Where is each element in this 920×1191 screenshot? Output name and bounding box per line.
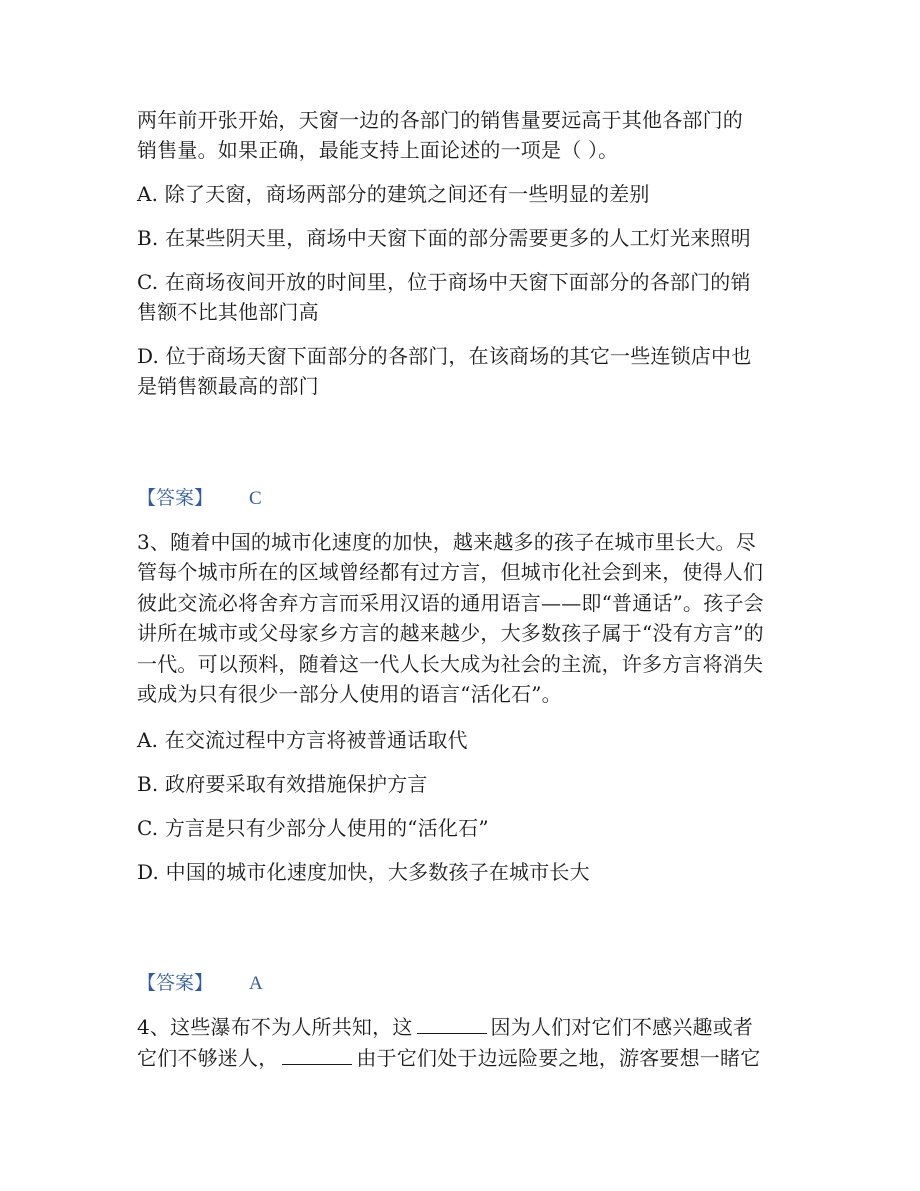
q3-stem-line-3: 彼此交流必将舍弃方言而采用汉语的通用语言——即“普通话”。孩子会	[137, 591, 764, 615]
answer-label: 【答案】	[137, 487, 214, 509]
q3-stem-line-4: 讲所在城市或父母家乡方言的越来越少，大多数孩子属于“没有方言”的	[137, 621, 764, 645]
q4-stem-line-2-part-b: 由于它们处于边远险要之地，游客要想一睹它	[356, 1046, 761, 1070]
q2-option-d-line-2: 是销售额最高的部门	[137, 374, 319, 398]
q2-option-c-line-1: C. 在商场夜间开放的时间里，位于商场中天窗下面部分的各部门的销	[137, 270, 751, 294]
q3-stem-line-2: 管每个城市所在的区域曾经都有过方言，但城市化社会到来，使得人们	[137, 560, 764, 584]
fill-blank-1	[417, 1015, 487, 1034]
q2-answer	[137, 486, 262, 511]
q3-answer	[137, 971, 263, 996]
q4-stem-line-2-part-a: 它们不够迷人，	[137, 1046, 279, 1070]
q4-stem-line-1-part-a: 4、这些瀑布不为人所共知，这	[137, 1015, 413, 1039]
q2-option-c-line-2: 售额不比其他部门高	[137, 300, 319, 324]
q3-option-d: D. 中国的城市化速度加快，大多数孩子在城市长大	[137, 860, 590, 884]
q3-option-c: C. 方言是只有少部分人使用的“活化石”	[137, 816, 489, 840]
answer-value: C	[249, 488, 262, 509]
q4-stem-line-2	[137, 1046, 760, 1070]
fill-blank-2	[282, 1046, 352, 1065]
q3-option-b: B. 政府要采取有效措施保护方言	[137, 772, 428, 796]
answer-value: A	[249, 973, 263, 994]
q3-stem-line-6: 或成为只有很少一部分人使用的语言“活化石”。	[137, 682, 562, 706]
q2-option-b: B. 在某些阴天里，商场中天窗下面的部分需要更多的人工灯光来照明	[137, 226, 751, 250]
q4-stem-line-1-part-b: 因为人们对它们不感兴趣或者	[490, 1015, 754, 1039]
q3-stem-line-1: 3、随着中国的城市化速度的加快，越来越多的孩子在城市里长大。尽	[137, 530, 756, 554]
q3-option-a: A. 在交流过程中方言将被普通话取代	[137, 728, 468, 752]
q2-stem-line-2: 销售量。如果正确，最能支持上面论述的一项是（ ）。	[137, 138, 619, 162]
q2-option-a: A. 除了天窗，商场两部分的建筑之间还有一些明显的差别	[137, 182, 650, 206]
q2-option-d-line-1: D. 位于商场天窗下面部分的各部门，在该商场的其它一些连锁店中也	[137, 344, 752, 368]
q2-stem-line-1: 两年前开张开始，天窗一边的各部门的销售量要远高于其他各部门的	[137, 108, 743, 132]
q4-stem-line-1	[137, 1015, 753, 1039]
answer-label: 【答案】	[137, 972, 214, 994]
q3-stem-line-5: 一代。可以预料，随着这一代人长大成为社会的主流，许多方言将消失	[137, 652, 764, 676]
